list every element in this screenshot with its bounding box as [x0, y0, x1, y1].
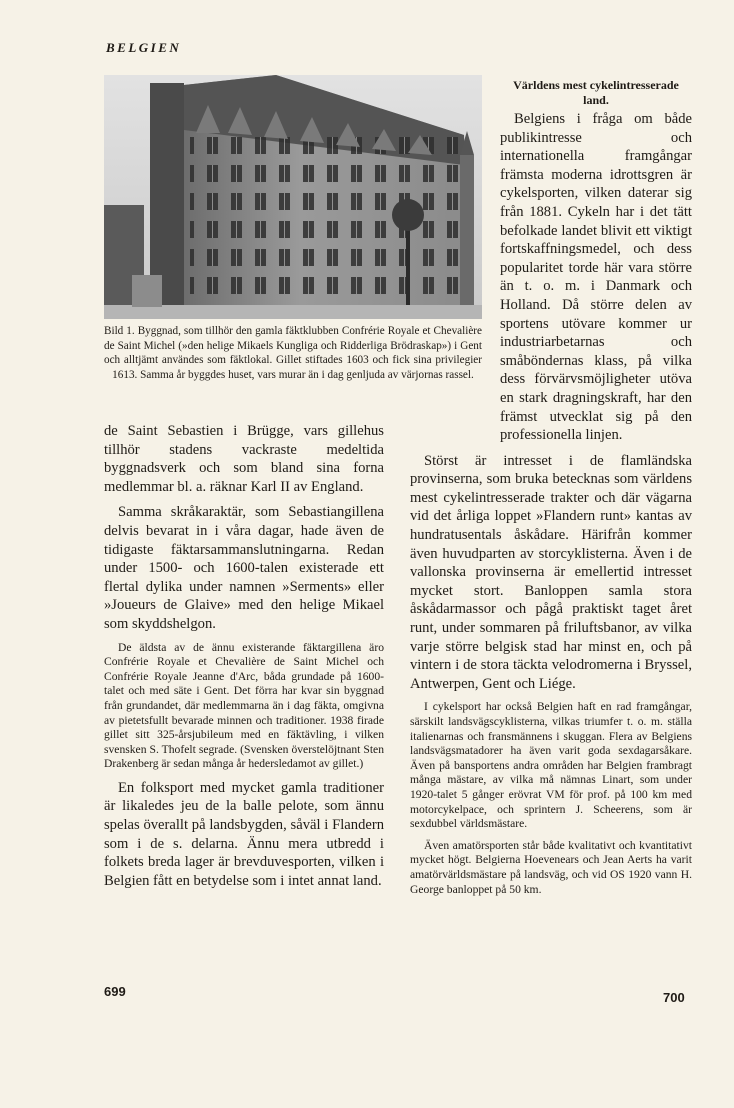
left-column: [104, 422, 384, 890]
figure-caption: Bild 1. Byggnad, som tillhör den gamla fäktklubben Confrérie Royale et Chevalière de Saint Michel (»den helige Mikaels Kungliga och Ridderliga Brödraskap») i Gent och alltjämt användes som fäktlokal. Gillet stiftades 1603 och fick sina privilegier 1613. Samma år byggdes huset, vars murar än i dag genljuda av värjornas rassel.: [104, 325, 482, 381]
right-paragraph-1: Belgiens i fråga om både publikintresse och internationella framgångar främsta moderna idrottsgren är cykelsporten, vilken daterar sig från 1881. Cykeln har i det tätt befolkade landet blivit ett viktigt fortskaffningsmedel, och dess popularitet torde här vara större än t. o. m. i Danmark och Holland. Då större delen av sportens utövare kommer ur industriarbetarnas och småböndernas klass, på vilka dess förvärvsmöjligheter utöva en stark dragningskraft, har den främst utvecklat sig på den professionella linjen.: [500, 111, 692, 444]
left-paragraph-3-small: De äldsta av de ännu existerande fäktargillena äro Confrérie Royale et Chevalière de Saint Michel och Confrérie Royale Jeanne d'Arc, båda grundade på 1600-talet och med säte i Gent. Det förra har kvar sin byggnad från grundandet, där medlemmarna än i dag fäkta, omgivna av pietetsfullt bevarade minnen och traditioner. 1938 firade gillet sitt 325-årsjubileum med en fäktävling, i vilken svensken S. Thofelt segrade. (Svensken överstelöjtnant Sten Drakenberg är sedan många år hedersledamot av gillet.): [104, 640, 384, 771]
right-paragraph-4-small: Även amatörsporten står både kvalitativt och kvantitativt mycket högt. Belgierna Hoevenears och Jean Aerts ha varit amatörvärldsmästare på landsväg, och vid OS 1920 vann H. George banloppet på 50 km.: [410, 838, 692, 896]
left-paragraph-1: de Saint Sebastien i Brügge, vars gillehus tillhör stadens vackraste medeltida byggnadsverk och som bland sina forna medlemmar bl. a. räknar Karl II av England.: [104, 423, 384, 495]
right-column-top: [500, 78, 692, 111]
left-paragraph-2: Samma skråkaraktär, som Sebastiangillena delvis bevarat in i våra dagar, hade även de tidigaste fäktarsammanslutningarna. Redan under 1500- och 1600-talen existerade ett flertal dylika under namnen »Serments» eller »Joueurs de Glaive» med den helige Mikael som skyddshelgon.: [104, 504, 384, 632]
right-paragraph-2: Störst är intresset i de flamländska provinserna, som bruka betecknas som världens mest cykelintresserade trakter och där vägarna vid det årliga loppet »Flandern runt» kantas av hundratusentals åskådare. Härifrån kommer även huvudparten av storcyklisterna. Även i de vallonska provinserna är emellertid intresset mycket stort. Banloppen samla stora åskådarmassor och pågå praktiskt taget året runt, under sommaren på friluftsbanor, av vilka varje större belgisk stad har minst en, och på vintern i de stora täckta velodromerna i Bryssel, Antwerpen, Gent och Liége.: [410, 452, 692, 692]
right-paragraph-3-small: I cykelsport har också Belgien haft en rad framgångar, särskilt landsvägscyklisterna, vilkas triumfer t. o. m. ställa italienarnas och fransmännens i skuggan. Flera av Belgiens landsvägsmatadorer ha även varit goda sexdagarsåkare. Även på bansportens andra områden har Belgien frambragt många mästare, av vilka må nämnas Linart, som under 1920-talet 5 gånger erövrat VM för prof. på 100 km med motorcykelpace, och sprintern J. Scheerens, som är sexdubbel världsmästare.: [410, 700, 692, 831]
running-title: BELGIEN: [106, 40, 182, 55]
page-number-right: 700: [663, 990, 685, 1005]
right-column-bottom: [410, 110, 692, 897]
wrap-spacer: [410, 110, 500, 428]
left-paragraph-4: En folksport med mycket gamla traditioner är likaledes jeu de la balle pelote, som ännu spelas överallt på landsbygden, såväl i Flandern som i de s. delarna. Ännu mera utbredd i folkets breda lager är brevduvesporten, vilken i Belgien fått en betydelse som i intet annat land.: [104, 779, 384, 889]
page-number-left: 699: [104, 984, 126, 999]
section-subheading: Världens mest cykelintresserade land.: [513, 78, 679, 107]
